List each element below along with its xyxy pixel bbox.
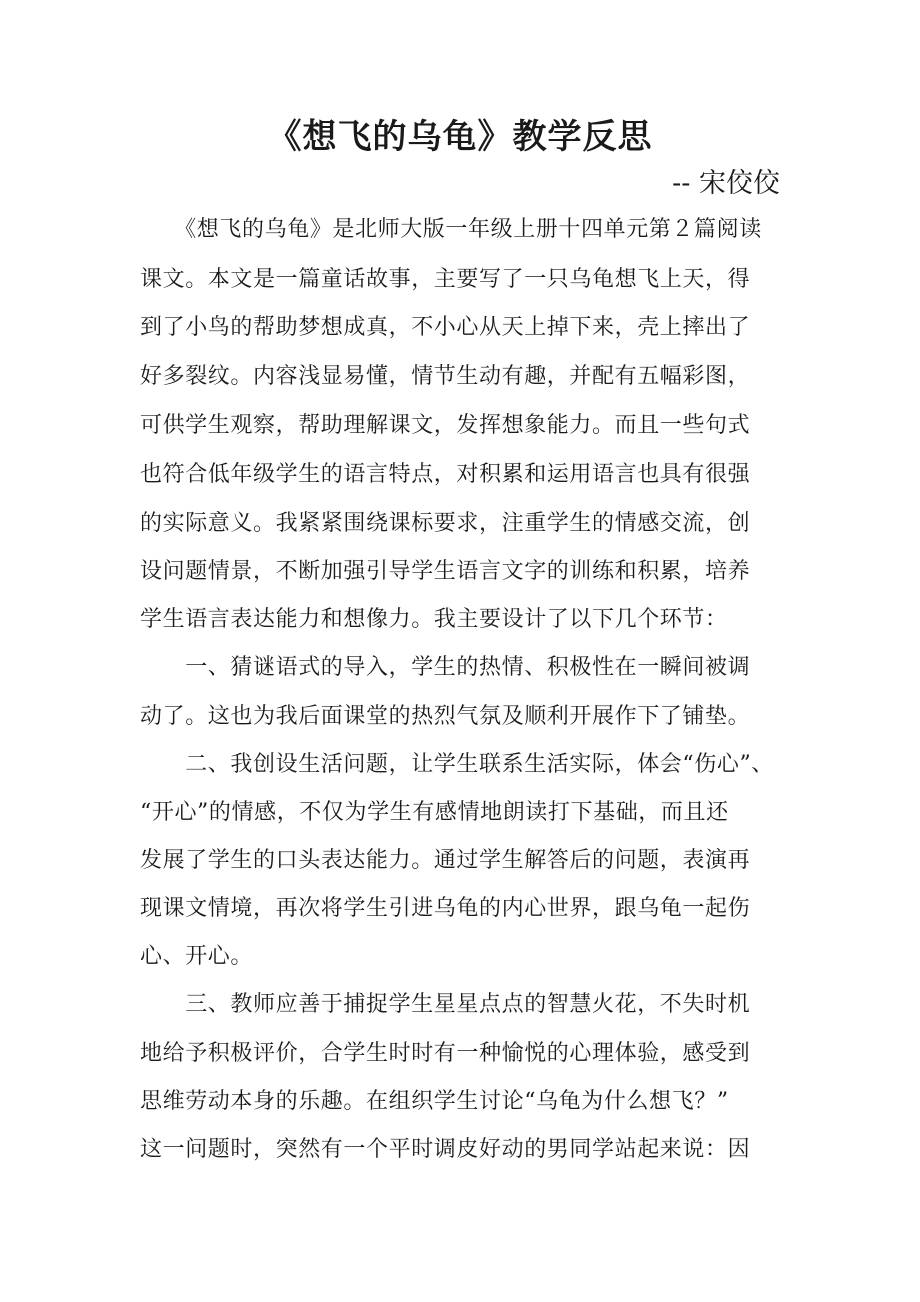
body-line: 发展了学生的口头表达能力。通过学生解答后的问题，表演再	[140, 848, 751, 873]
body-line: 思维劳动本身的乐趣。在组织学生讨论“乌龟为什么想飞？”	[140, 1089, 729, 1114]
body-line: 二、我创设生活问题，让学生联系生活实际，体会“伤心”、	[140, 752, 774, 777]
body-line: 的实际意义。我紧紧围绕课标要求，注重学生的情感交流，创	[140, 511, 751, 536]
body-line: 这一问题时，突然有一个平时调皮好动的男同学站起来说：因	[140, 1137, 751, 1162]
body-line: 动了。这也为我后面课堂的热烈气氛及顺利开展作下了铺垫。	[140, 704, 751, 729]
body-line: 设问题情景，不断加强引导学生语言文字的训练和积累，培养	[140, 559, 751, 584]
body-line: 学生语言表达能力和想像力。我主要设计了以下几个环节：	[140, 607, 728, 632]
body-line: 课文。本文是一篇童话故事，主要写了一只乌龟想飞上天，得	[140, 267, 751, 292]
body-line: 好多裂纹。内容浅显易懂，情节生动有趣，并配有五幅彩图，	[140, 364, 751, 389]
document-title: 《想飞的乌龟》教学反思	[267, 117, 653, 157]
body-line: 地给予积极评价，合学生时时有一种愉悦的心理体验，感受到	[140, 1041, 751, 1066]
document-author: -- 宋佼佼	[672, 168, 780, 199]
body-line: 三、教师应善于捕捉学生星星点点的智慧火花，不失时机	[140, 992, 751, 1017]
body-line: 也符合低年级学生的语言特点，对积累和运用语言也具有很强	[140, 462, 751, 487]
body-line: 心、开心。	[140, 944, 254, 969]
body-line: 可供学生观察，帮助理解课文，发挥想象能力。而且一些句式	[140, 413, 751, 438]
body-line: “开心”的情感，不仅为学生有感情地朗读打下基础，而且还	[140, 800, 729, 825]
body-line: 《想飞的乌龟》是北师大版一年级上册十四单元第２篇阅读	[140, 217, 762, 242]
body-line: 到了小鸟的帮助梦想成真，不小心从天上掉下来，壳上摔出了	[140, 315, 751, 340]
body-line: 一、猜谜语式的导入，学生的热情、积极性在一瞬间被调	[140, 655, 751, 680]
body-line: 现课文情境，再次将学生引进乌龟的内心世界，跟乌龟一起伤	[140, 896, 751, 921]
